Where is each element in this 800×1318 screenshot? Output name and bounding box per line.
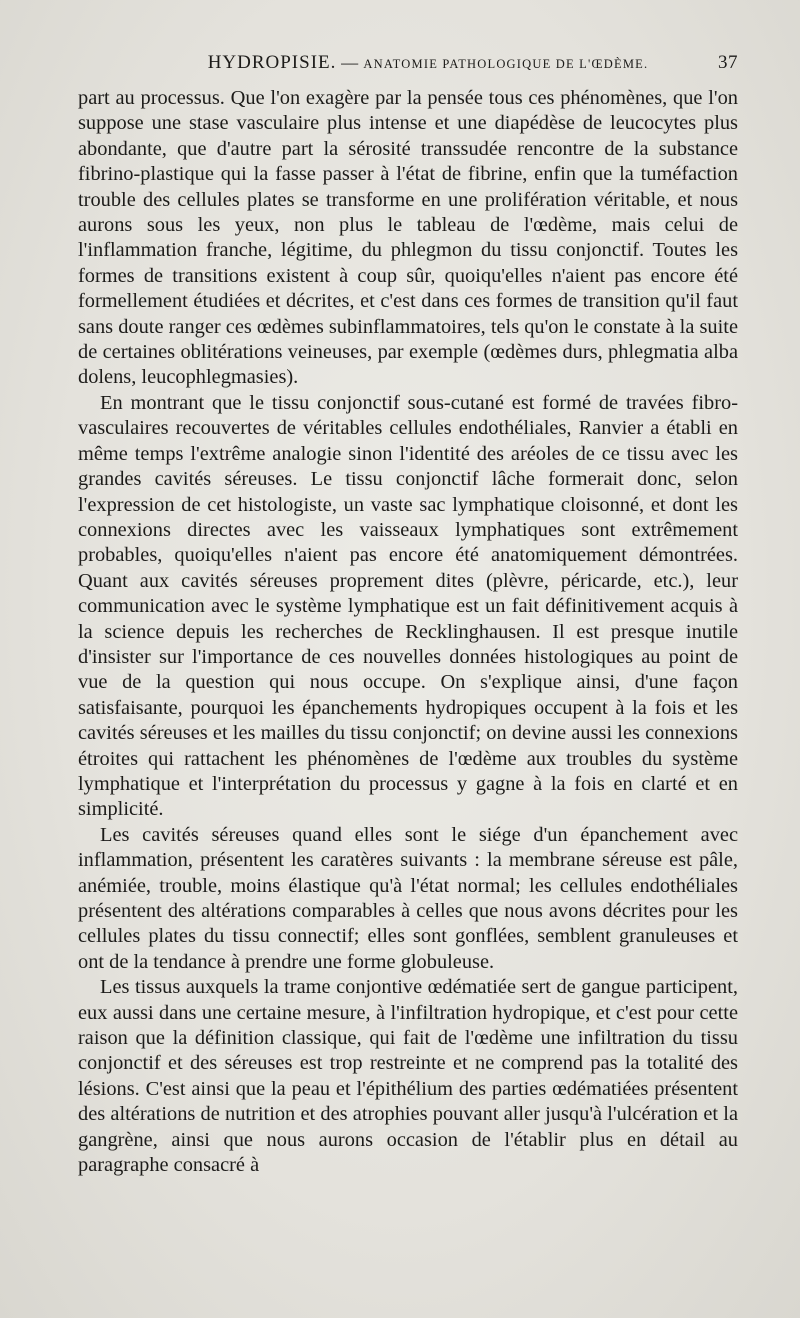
- header-title-sub: ANATOMIE PATHOLOGIQUE DE L'ŒDÈME.: [363, 57, 649, 71]
- running-header: [78, 52, 738, 80]
- body-text: [78, 86, 738, 1178]
- paragraph: En montrant que le tissu conjonctif sous-cutané est formé de travées fibro-vasculaires recouvertes de véritables cellules endothéliales, Ranvier a établi en même temps l'extrême analogie sinon l'identité des aréoles de ce tissu avec les grandes cavités séreuses. Le tissu conjonctif lâche formerait donc, selon l'expression de cet histologiste, un vaste sac lymphatique cloisonné, et dont les connexions directes avec les vaisseaux lymphatiques sont extrêmement probables, quoiqu'elles n'aient pas encore été anatomiquement démontrées. Quant aux cavités séreuses proprement dites (plèvre, péricarde, etc.), leur communication avec le système lymphatique est un fait définitivement acquis à la science depuis les recherches de Recklinghausen. Il est presque inutile d'insister sur l'importance de ces nouvelles données histologiques au point de vue de la question qui nous occupe. On s'explique ainsi, d'une façon satisfaisante, pourquoi les épanchements hydropiques occupent à la fois et les cavités séreuses et les mailles du tissu conjonctif; on devine aussi les connexions étroites qui rattachent les phénomènes de l'œdème aux troubles du système lymphatique et l'interprétation du processus y gagne à la fois en clarté et en simplicité.: [78, 391, 738, 821]
- header-title-main: HYDROPISIE.: [207, 52, 337, 73]
- paragraph: part au processus. Que l'on exagère par la pensée tous ces phénomènes, que l'on suppose une stase vasculaire plus intense et une diapédèse de leucocytes plus abondante, que d'autre part la sérosité transsudée rencontre de la substance fibrino-plastique qui la fasse passer à l'état de fibrine, enfin que la tuméfaction trouble des cellules plates se transforme en une prolifération véritable, et nous aurons sous les yeux, non plus le tableau de l'œdème, mais celui de l'inflammation franche, légitime, du phlegmon du tissu conjonctif. Toutes les formes de transitions existent à coup sûr, quoiqu'elles n'aient pas encore été formellement étudiées et décrites, et c'est dans ces formes de transition qu'il faut sans doute ranger ces œdèmes subinflammatoires, tels qu'on le constate à la suite de certaines oblitérations veineuses, par exemple (œdèmes durs, phlegmatia alba dolens, leucophlegmasies).: [78, 87, 738, 389]
- paragraph: Les tissus auxquels la trame conjontive œdématiée sert de gangue participent, eux aussi dans une certaine mesure, à l'infiltration hydropique, et c'est pour cette raison que la définition classique, qui fait de l'œdème une infiltration du tissu conjonctif et des séreuses est trop restreinte et ne comprend pas la totalité des lésions. C'est ainsi que la peau et l'épithélium des parties œdématiées présentent des altérations de nutrition et des atrophies pouvant aller jusqu'à l'ulcération et la gangrène, ainsi que nous aurons occasion de l'établir plus en détail au paragraphe consacré à: [78, 976, 738, 1177]
- paragraph: Les cavités séreuses quand elles sont le siége d'un épanchement avec inflammation, présentent les caratères suivants : la membrane séreuse est pâle, anémiée, trouble, moins élastique qu'à l'état normal; les cellules endothéliales présentent des altérations comparables à celles que nous avons décrites pour les cellules plates du tissu connectif; elles sont gonflées, semblent granuleuses et ont de la tendance à prendre une forme globuleuse.: [78, 823, 738, 973]
- page-number: 37: [718, 52, 738, 73]
- header-title-separator: —: [341, 53, 359, 72]
- header-title: [78, 52, 718, 74]
